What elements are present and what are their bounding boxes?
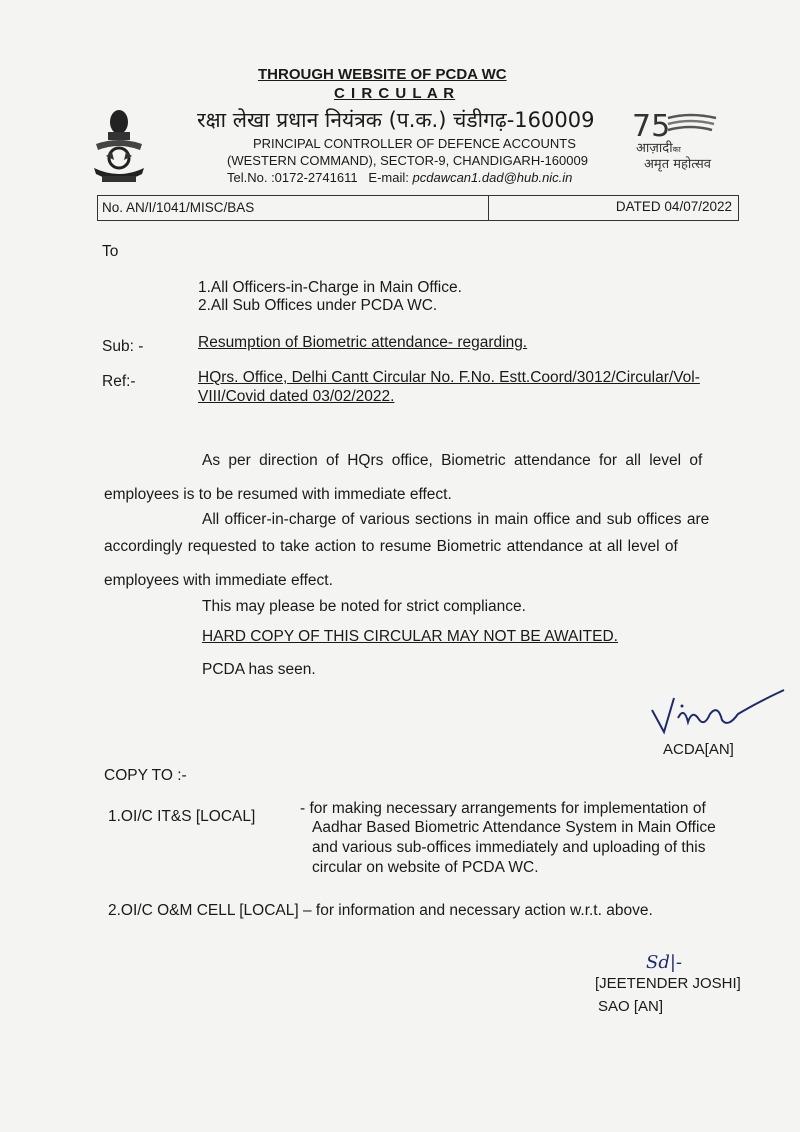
telephone: Tel.No. :0172-2741611 (227, 170, 358, 185)
letter-number: No. AN/I/1041/MISC/BAS (102, 200, 255, 215)
amrit-line2: अमृत महोत्सव (644, 157, 712, 172)
body-p2-line2: accordingly requested to take action to resume Biometric attendance at all level of (104, 538, 678, 555)
addressee-2: 2.All Sub Offices under PCDA WC. (198, 297, 438, 314)
reference-label: Ref:- (102, 373, 136, 390)
body-p3: This may please be noted for strict compliance. (202, 598, 526, 615)
office-address: (WESTERN COMMAND), SECTOR-9, CHANDIGARH-160009 (227, 153, 588, 168)
amrit-ka: का (672, 145, 681, 154)
to-label: To (102, 243, 119, 260)
office-name: PRINCIPAL CONTROLLER OF DEFENCE ACCOUNTS (253, 136, 576, 151)
copy-to-item1-line4: circular on website of PCDA WC. (312, 859, 539, 876)
handwritten-signature-icon (648, 688, 788, 738)
through-website-heading: THROUGH WEBSITE OF PCDA WC (258, 66, 507, 83)
body-p5: PCDA has seen. (202, 661, 316, 678)
circular-heading: C I R C U L A R (334, 85, 456, 102)
body-p4-hard-copy-note: HARD COPY OF THIS CIRCULAR MAY NOT BE AWAITED. (202, 628, 618, 645)
copy-to-item2: 2.OI/C O&M CELL [LOCAL] – for information and necessary action w.r.t. above. (108, 902, 653, 919)
sd-handwritten-mark: Sd|- (646, 952, 682, 973)
letter-date: DATED 04/07/2022 (615, 199, 732, 214)
acda-designation: ACDA[AN] (663, 741, 734, 758)
body-p2-line3: employees with immediate effect. (104, 572, 333, 589)
copy-to-item1-line2: Aadhar Based Biometric Attendance System in Main Office (312, 819, 716, 836)
reference-line-2: VIII/Covid dated 03/02/2022. (198, 388, 395, 405)
hindi-office-name: रक्षा लेखा प्रधान नियंत्रक (प.क.) चंडीगढ़-160009 (197, 108, 595, 132)
email-label: E-mail: (368, 170, 409, 185)
svg-text:75: 75 (632, 109, 671, 142)
addressee-1: 1.All Officers-in-Charge in Main Office. (198, 279, 462, 296)
signatory-designation: SAO [AN] (598, 998, 664, 1015)
body-p2-line1: All officer-in-charge of various sections in main office and sub offices are (202, 511, 710, 528)
body-p1-line2: employees is to be resumed with immediate effect. (104, 486, 452, 503)
body-p1-line1: As per direction of HQrs office, Biometric attendance for all level of (202, 452, 703, 469)
copy-to-label: COPY TO :- (104, 767, 187, 784)
amrit-line1: आज़ादी (636, 141, 673, 156)
reference-number-box (97, 195, 739, 221)
azadi-ka-amrit-mahotsav-logo (630, 108, 730, 172)
national-emblem-icon (88, 108, 150, 188)
reference-line-1: HQrs. Office, Delhi Cantt Circular No. F.No. Estt.Coord/3012/Circular/Vol- (198, 369, 700, 386)
subject-text: Resumption of Biometric attendance- regarding. (198, 334, 528, 351)
contact-line (227, 170, 572, 185)
copy-to-item1-label: 1.OI/C IT&S [LOCAL] (108, 808, 256, 825)
amrit-mahotsav-75-icon (630, 108, 730, 142)
email-address: pcdawcan1.dad@hub.nic.in (412, 170, 573, 185)
copy-to-item1-line3: and various sub-offices immediately and uploading of this (312, 839, 706, 856)
copy-to-item1-line1: - for making necessary arrangements for implementation of (300, 800, 706, 817)
signatory-name: [JEETENDER JOSHI] (595, 975, 741, 992)
subject-label: Sub: - (102, 338, 144, 355)
ref-box-divider (488, 196, 489, 220)
